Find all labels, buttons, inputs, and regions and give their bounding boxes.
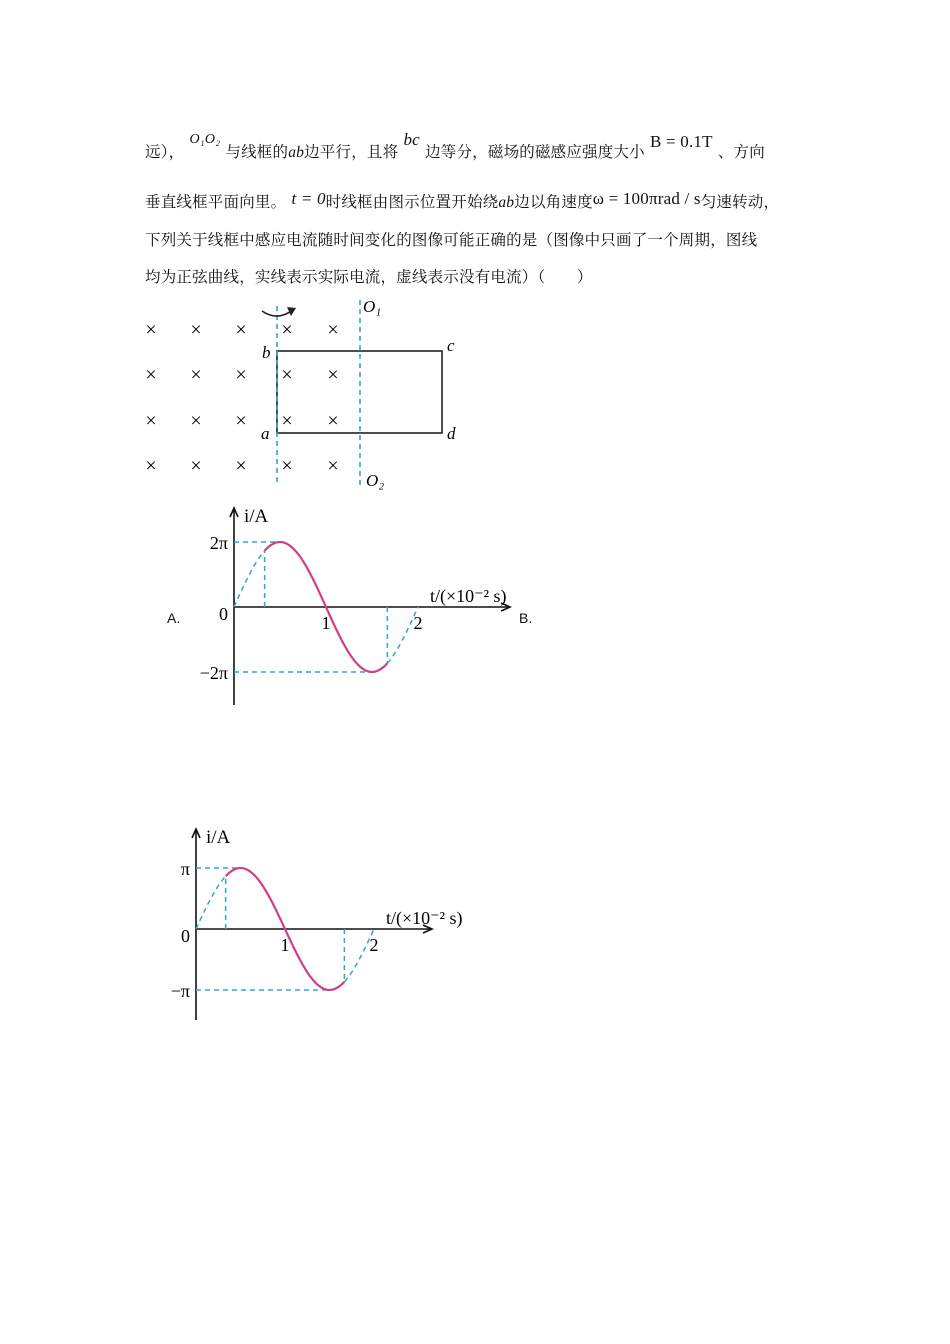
field-cross-3-4: × [327, 455, 339, 477]
field-cross-2-1: × [190, 410, 202, 432]
field-cross-3-2: × [235, 455, 247, 477]
field-cross-2-3: × [281, 410, 293, 432]
y-axis-label: i/A [206, 827, 231, 848]
rotation-arrowhead-icon [287, 307, 296, 316]
field-cross-0-2: × [235, 319, 247, 341]
current-curve-dashed-0 [196, 876, 226, 929]
y-tick-max: 2π [209, 533, 228, 553]
field-cross-1-0: × [145, 364, 157, 386]
side-bc: bc [403, 130, 420, 149]
question-line-4: 均为正弦曲线，实线表示实际电流，虚线表示没有电流）（ ） [145, 268, 593, 286]
angular-velocity: ω = 100πrad / s [592, 189, 701, 208]
y-axis-arrow-icon [230, 508, 238, 517]
y-tick-max: π [180, 859, 190, 879]
current-curve-dashed-2 [387, 607, 418, 663]
field-cross-0-0: × [145, 319, 157, 341]
wire-loop [277, 351, 442, 433]
field-cross-0-1: × [190, 319, 202, 341]
side-ab: ab [498, 194, 515, 211]
field-cross-1-4: × [327, 364, 339, 386]
field-cross-2-2: × [235, 410, 247, 432]
current-curve-actual [265, 542, 388, 672]
x-axis-label: t/(×10⁻² s) [386, 908, 463, 928]
current-curve-dashed-0 [234, 551, 265, 607]
field-strength: B = 0.1T [650, 132, 713, 151]
time-zero: t = 0 [291, 189, 326, 208]
y-tick-zero: 0 [181, 926, 190, 946]
x-tick-1: 1 [321, 613, 331, 633]
x-axis-label: t/(×10⁻² s) [430, 586, 507, 606]
y-tick-zero: 0 [219, 604, 228, 624]
field-cross-1-2: × [235, 364, 247, 386]
rotation-arrow-icon [262, 309, 294, 316]
x-tick-1: 1 [280, 935, 290, 955]
field-cross-3-1: × [190, 455, 202, 477]
text: 匀速转动， [700, 193, 780, 211]
label-a: a [261, 424, 270, 443]
field-cross-3-3: × [281, 455, 293, 477]
question-line-3: 下列关于线框中感应电流随时间变化的图像可能正确的是（图像中只画了一个周期，图线 [145, 231, 758, 249]
field-cross-0-3: × [281, 319, 293, 341]
current-curve-actual [226, 868, 345, 990]
side-ab: ab [288, 144, 305, 161]
text: 边以角速度 [514, 193, 593, 211]
y-tick-min: −2π [199, 663, 228, 683]
option-b-label: B. [519, 610, 533, 626]
field-cross-0-4: × [327, 319, 339, 341]
field-cross-2-4: × [327, 410, 339, 432]
label-c: c [447, 336, 455, 355]
field-cross-2-0: × [145, 410, 157, 432]
question-line-2 [145, 190, 779, 212]
x-axis-arrow-icon [501, 603, 510, 611]
question-line-1 [145, 130, 765, 162]
text: 、方向 [717, 143, 765, 161]
x-axis-arrow-icon [423, 925, 432, 933]
field-cross-1-1: × [190, 364, 202, 386]
axis-label: O₁O₂ [189, 132, 221, 147]
x-tick-2: 2 [369, 935, 379, 955]
text: 时线框由图示位置开始绕 [325, 193, 499, 211]
text: 远）， [145, 143, 185, 161]
y-axis-arrow-icon [192, 829, 200, 838]
field-cross-3-0: × [145, 455, 157, 477]
field-cross-1-3: × [281, 364, 293, 386]
option-a-label: A. [167, 610, 181, 626]
x-tick-2: 2 [413, 613, 423, 633]
text: 边等分，磁场的磁感应强度大小 [425, 143, 645, 161]
label-o2: O₂ [366, 471, 385, 490]
text: 与线框的 [225, 143, 289, 161]
label-d: d [447, 424, 456, 443]
field-crosses [145, 319, 338, 477]
label-b: b [262, 343, 271, 362]
current-curve-dashed-2 [344, 929, 374, 982]
text: 边平行，且将 [304, 143, 399, 161]
label-o1: O₁ [363, 297, 382, 316]
y-tick-min: −π [170, 981, 190, 1001]
y-axis-label: i/A [244, 506, 269, 527]
text: 垂直线框平面向里。 [145, 193, 287, 211]
